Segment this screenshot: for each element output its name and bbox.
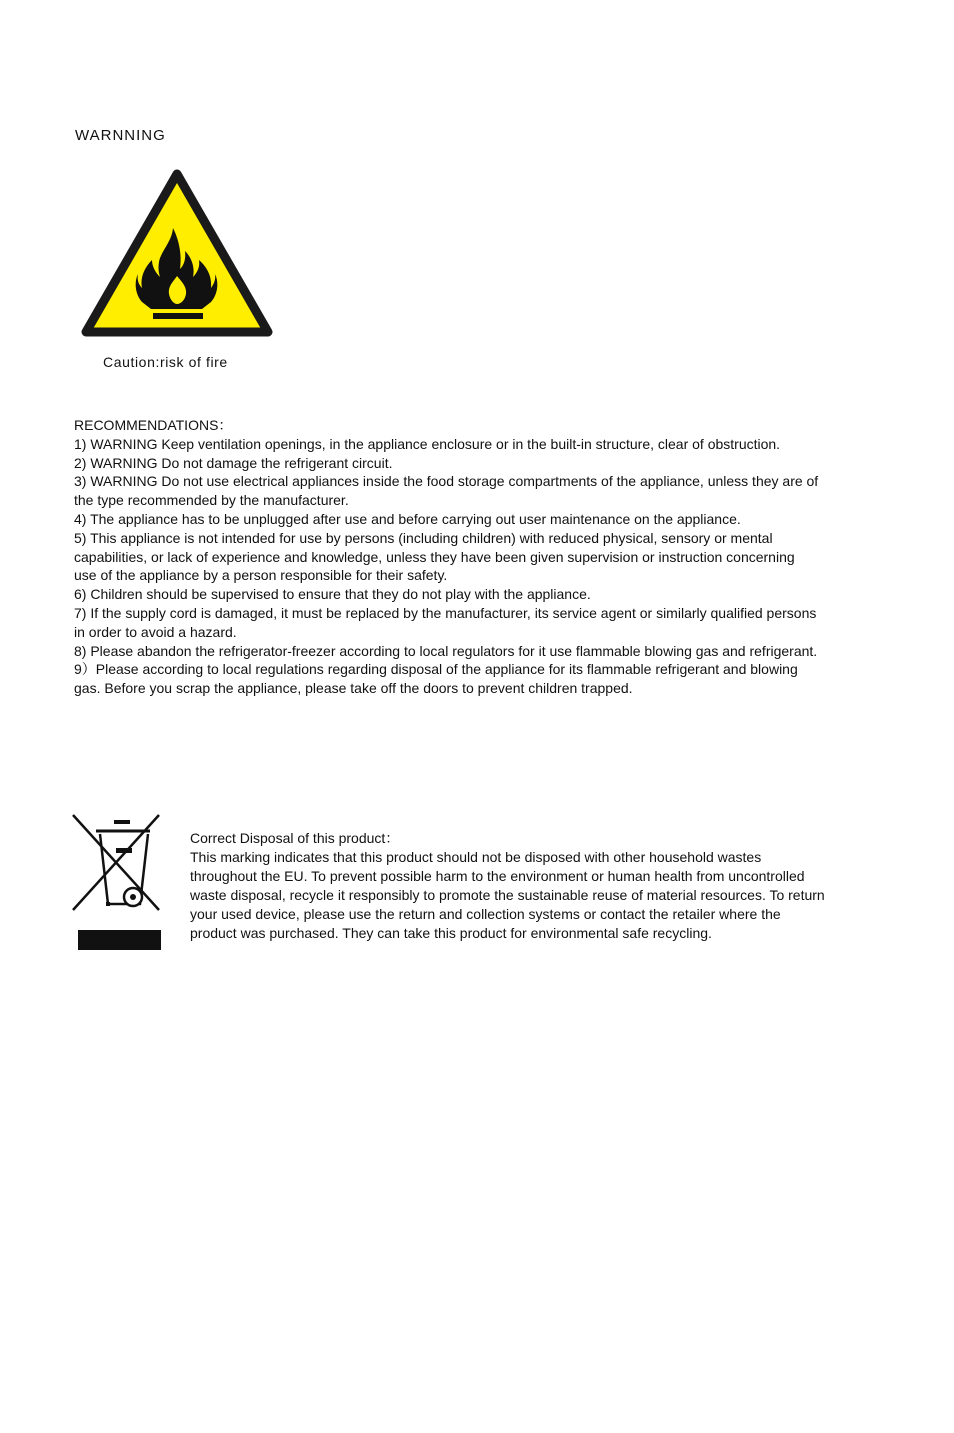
disposal-body: This marking indicates that this product should not be disposed with other household wastes throughout the EU. To prevent possible harm to the environment or human health from uncontrolled waste disposal, recycle it responsibly to promote the sustainable reuse of material resources. To return your used device, please use the return and collection systems or contact the retailer where the product was purchased. They can take this product for environmental safe recycling. xyxy=(190,848,825,941)
weee-crossed-bin-icon xyxy=(70,812,162,952)
page-heading: WARNNING xyxy=(75,127,166,144)
disposal-title: Correct Disposal of this product： xyxy=(190,830,400,846)
recommendations-title: RECOMMENDATIONS： xyxy=(74,417,233,433)
recommendation-item: 9）Please according to local regulations regarding disposal of the appliance for its flammable refrigerant and blowing gas. Before you scrap the appliance, please take off the doors to prevent children trapped. xyxy=(74,661,798,697)
recommendation-item: 6) Children should be supervised to ensure that they do not play with the appliance. xyxy=(74,586,591,603)
recommendation-item: 1) WARNING Keep ventilation openings, in the appliance enclosure or in the built-in structure, clear of obstruction. xyxy=(74,435,781,452)
recommendation-item: 4) The appliance has to be unplugged after use and before carrying out user maintenance on the appliance. xyxy=(74,510,741,527)
recommendation-item: 5) This appliance is not intended for use by persons (including children) with reduced physical, sensory or mental capabilities, or lack of experience and knowledge, unless they have been given supervision or instruction concerning use of the appliance by a person responsible for their safety. xyxy=(74,529,795,584)
flammable-warning-icon xyxy=(80,168,274,340)
recommendation-item: 8) Please abandon the refrigerator-freezer according to local regulators for it use flammable blowing gas and refrigerant. xyxy=(74,642,818,659)
recommendations-section xyxy=(74,416,819,698)
recommendation-item: 3) WARNING Do not use electrical appliances inside the food storage compartments of the appliance, unless they are of the type recommended by the manufacturer. xyxy=(74,473,819,509)
fire-caption: Caution:risk of fire xyxy=(103,354,228,370)
recommendation-item: 2) WARNING Do not damage the refrigerant circuit. xyxy=(74,454,393,471)
recommendation-item: 7) If the supply cord is damaged, it must be replaced by the manufacturer, its service agent or similarly qualified persons in order to avoid a hazard. xyxy=(74,604,817,640)
disposal-section xyxy=(190,829,830,942)
